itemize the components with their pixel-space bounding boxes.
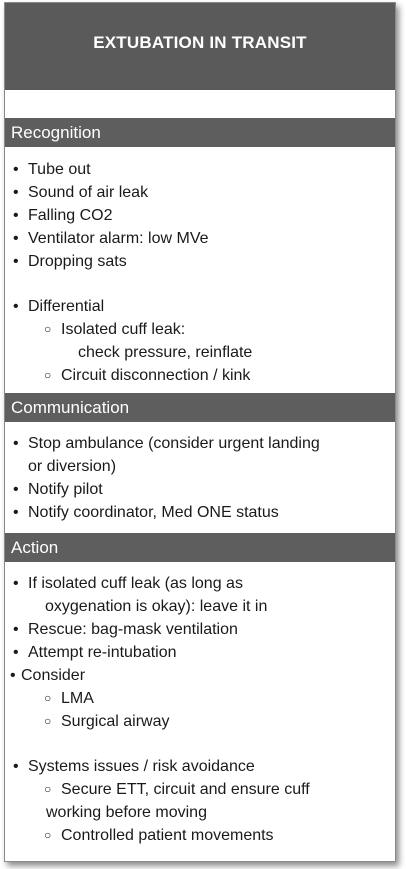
list-spacer — [5, 733, 395, 755]
bullet-icon: • — [10, 667, 16, 684]
bullet-icon: • — [13, 621, 19, 638]
sub-list-item: ○ Surgical airway — [5, 710, 395, 733]
sub-bullet-icon: ○ — [44, 828, 52, 842]
bullet-icon: • — [13, 435, 19, 452]
sub-bullet-icon: ○ — [44, 782, 52, 796]
list-item: • Notify coordinator, Med ONE status — [5, 501, 395, 524]
action-list — [5, 572, 395, 847]
list-item: • Dropping sats — [5, 250, 395, 273]
list-item: • Sound of air leak — [5, 181, 395, 204]
bullet-icon: • — [13, 161, 19, 178]
list-item: • Stop ambulance (consider urgent landing — [5, 432, 395, 455]
bullet-icon: • — [13, 644, 19, 661]
bullet-icon: • — [13, 230, 19, 247]
sub-list-item: ○ Controlled patient movements — [5, 824, 395, 847]
sub-list-item: ○ LMA — [5, 687, 395, 710]
card-title: EXTUBATION IN TRANSIT — [5, 3, 395, 90]
section-header-action: Action — [5, 533, 395, 562]
bullet-icon: • — [13, 298, 19, 315]
list-item: • Rescue: bag-mask ventilation — [5, 618, 395, 641]
sub-bullet-icon: ○ — [44, 322, 52, 336]
sub-bullet-icon: ○ — [44, 714, 52, 728]
list-item: • Consider — [5, 664, 395, 687]
list-item: • Ventilator alarm: low MVe — [5, 227, 395, 250]
list-item: • Tube out — [5, 158, 395, 181]
section-header-communication: Communication — [5, 393, 395, 422]
list-item: • Attempt re-intubation — [5, 641, 395, 664]
protocol-card — [4, 2, 396, 862]
bullet-icon: • — [13, 758, 19, 775]
communication-list — [5, 432, 395, 524]
sub-list-item-continuation: check pressure, reinflate — [78, 344, 253, 361]
section-header-recognition: Recognition — [5, 118, 395, 147]
bullet-icon: • — [13, 575, 19, 592]
list-item: • Falling CO2 — [5, 204, 395, 227]
list-item: • Differential — [5, 295, 395, 318]
sub-bullet-icon: ○ — [44, 368, 52, 382]
list-item: • If isolated cuff leak (as long as — [5, 572, 395, 595]
bullet-icon: • — [13, 504, 19, 521]
list-spacer — [5, 273, 395, 295]
sub-list-item-continuation: working before moving — [46, 804, 207, 821]
bullet-icon: • — [13, 481, 19, 498]
list-item: • Notify pilot — [5, 478, 395, 501]
sub-list-item: ○ Isolated cuff leak: — [5, 318, 395, 341]
list-item-continuation: or diversion) — [28, 458, 117, 475]
bullet-icon: • — [13, 207, 19, 224]
bullet-icon: • — [13, 184, 19, 201]
bullet-icon: • — [13, 253, 19, 270]
sub-list-item: ○ Circuit disconnection / kink — [5, 364, 395, 387]
recognition-list — [5, 158, 395, 387]
sub-list-item: ○ Secure ETT, circuit and ensure cuff — [5, 778, 395, 801]
list-item-continuation: oxygenation is okay): leave it in — [45, 598, 268, 615]
sub-bullet-icon: ○ — [44, 691, 52, 705]
list-item: • Systems issues / risk avoidance — [5, 755, 395, 778]
